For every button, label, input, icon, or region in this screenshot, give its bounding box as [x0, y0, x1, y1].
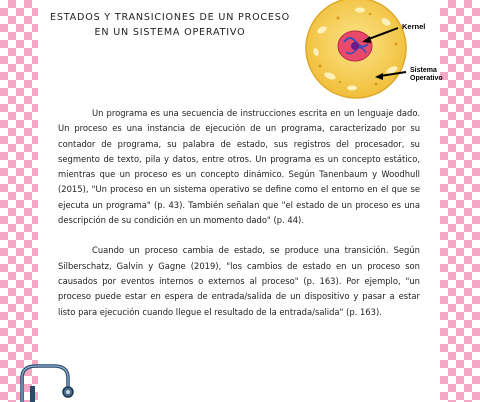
nucleus-icon: [338, 31, 372, 61]
document-body: [58, 106, 420, 320]
title-line-2: EN UN SISTEMA OPERATIVO: [94, 27, 246, 38]
stethoscope-icon: [16, 360, 76, 402]
so-label-line-1: Sistema: [410, 67, 437, 74]
checkered-border-left: [0, 0, 38, 402]
kernel-label: Kernel: [402, 22, 426, 31]
so-label-line-2: Operativo: [410, 75, 443, 82]
cell-kernel-diagram: [300, 0, 450, 115]
document-title: [50, 10, 290, 40]
paragraph-2: Cuando un proceso cambia de estado, se produce una transición. Según Silberschatz, Galvin y Gagne (2019), "los cambios de estado en un proceso son causados por eventos internos o externos al proceso" (p. 163). Por ejemplo, "un proceso puede estar en espera de entrada/salida de un dispositivo y pasar a estar listo para ejecución cuando llegue el resultado de la entrada/salida" (p. 163).: [58, 245, 420, 317]
paragraph-1: Un programa es una secuencia de instrucciones escrita en un lenguaje dado. Un proceso es una instancia de ejecución de un programa, caracterizado por su contador de programa, su palabra de estado, sus registros del procesador, su segmento de texto, pila y datos, entre otros. Un programa es un concepto estático, mientras que un proceso es un concepto dinámico. Según Tanenbaum y Woodhull (2015), "Un proceso en un sistema operativo se define como el entorno en el que se ejecuta un programa" (p. 43). También señalan que "el estado de un proceso es una descripción de su condición en un momento dado" (p. 44).: [58, 108, 420, 226]
title-line-1: ESTADOS Y TRANSICIONES DE UN PROCESO: [50, 12, 291, 23]
